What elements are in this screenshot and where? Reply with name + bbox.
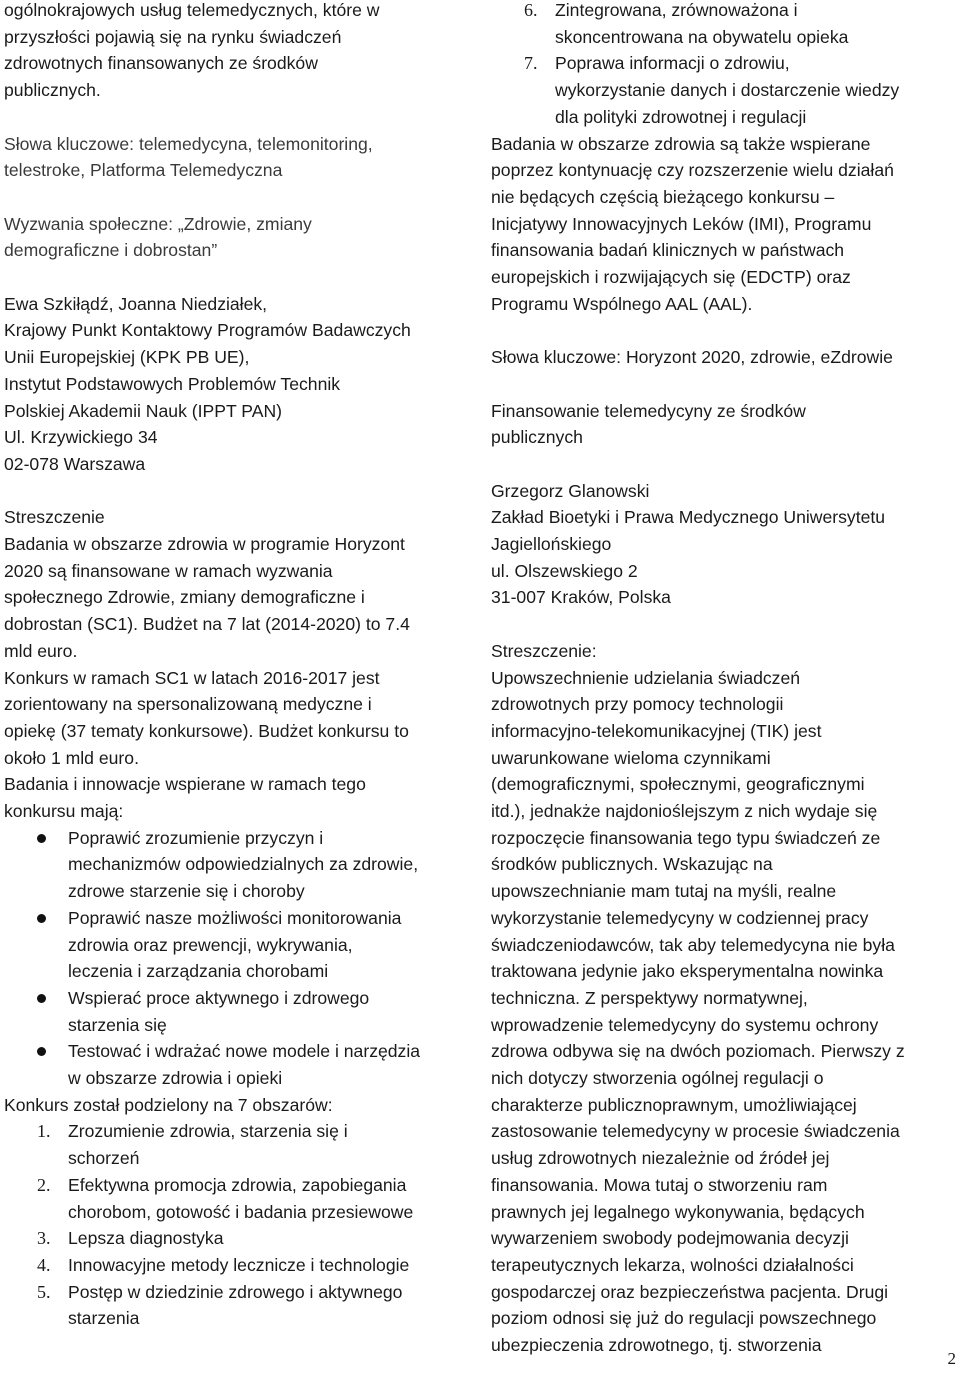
summary-line: społecznego Zdrowie, zmiany demograficzne i (4, 587, 365, 608)
bullet-line: Poprawić nasze możliwości monitorowania (68, 907, 402, 928)
intro-line: publicznych. (4, 80, 101, 101)
keywords-line: Słowa kluczowe: Horyzont 2020, zdrowie, eZdrowie (491, 347, 893, 368)
summary-line: terapeutycznych lekarza, wolności działalności (491, 1254, 854, 1275)
bullet-line: zdrowe starzenie się i choroby (68, 881, 305, 902)
article-title (491, 398, 960, 451)
bullet-line: starzenia się (68, 1014, 167, 1035)
summary-line: wprowadzenie telemedycyny do systemu ochrony (491, 1014, 879, 1035)
summary-line: informacyjno-telekomunikacyjnej (TIK) jest (491, 720, 822, 741)
author-line: Ul. Krzywickiego 34 (4, 427, 158, 448)
item-line: Zintegrowana, zrównoważona i (555, 0, 798, 20)
bullet-line: Testować i wdrażać nowe modele i narzędzia (68, 1041, 421, 1062)
summary-line: itd.), jednakże najdonioślejszym z nich wydaje się (491, 801, 878, 822)
author-line: 02-078 Warszawa (4, 453, 146, 474)
author-line: Instytut Podstawowych Problemów Technik (4, 373, 341, 394)
numbered-item (4, 1279, 472, 1332)
bullet-line: leczenia i zarządzania chorobami (68, 961, 329, 982)
item-number: 1. (37, 1121, 51, 1142)
item-line: skoncentrowana na obywatelu opieka (555, 26, 849, 47)
summary-line: upowszechnianie mam tutaj na myśli, realne (491, 881, 837, 902)
item-line: Postęp w dziedzinie zdrowego i aktywnego (68, 1281, 403, 1302)
numbered-item (4, 1118, 472, 1171)
item-line: dla polityki zdrowotnej i regulacji (555, 106, 807, 127)
numbered-item (491, 50, 960, 130)
summary-line: charakterze publicznoprawnym, umożliwiającej (491, 1094, 857, 1115)
intro-line: ogólnokrajowych usług telemedycznych, które w (4, 0, 380, 20)
bullet-line: w obszarze zdrowia i opieki (68, 1068, 283, 1089)
item-number: 3. (37, 1228, 51, 1249)
author-line: Grzegorz Glanowski (491, 480, 650, 501)
summary-line: konkursu mają: (4, 801, 124, 822)
author-line: Polskiej Akademii Nauk (IPPT PAN) (4, 400, 283, 421)
summary-line: finansowania. Mowa tutaj o stworzeniu ram (491, 1174, 828, 1195)
summary-heading: Streszczenie (4, 507, 105, 528)
summary-line: wykorzystanie telemedycyny w codziennej pracy (491, 907, 869, 928)
support-line: poprzez kontynuację czy rozszerzenie wielu działań (491, 160, 894, 181)
areas-intro: Konkurs został podzielony na 7 obszarów: (4, 1094, 333, 1115)
author-block (4, 291, 472, 478)
page-number: 2 (947, 1349, 956, 1369)
summary-paragraph (491, 665, 960, 1359)
summary-line: około 1 mld euro. (4, 747, 139, 768)
item-number: 4. (37, 1254, 51, 1275)
author-line: Zakład Bioetyki i Prawa Medycznego Uniwersytetu (491, 507, 886, 528)
keywords-line: telestroke, Platforma Telemedyczna (4, 160, 283, 181)
summary-line: wywarzeniem swobody podejmowania decyzji (491, 1228, 849, 1249)
summary-line: Upowszechnienie udzielania świadczeń (491, 667, 801, 688)
item-line: schorzeń (68, 1148, 140, 1169)
item-line: chorobom, gotowość i badania przesiewowe (68, 1201, 414, 1222)
summary-line: dobrostan (SC1). Budżet na 7 lat (2014-2020) to 7.4 (4, 614, 410, 635)
left-column (4, 0, 472, 1332)
bullet-item (4, 1038, 472, 1091)
item-line: Innowacyjne metody lecznicze i technologie (68, 1254, 410, 1275)
right-column (491, 0, 960, 1359)
author-line: Krajowy Punkt Kontaktowy Programów Badawczych (4, 320, 411, 341)
item-line: Lepsza diagnostyka (68, 1228, 224, 1249)
bullet-line: Wspierać proce aktywnego i zdrowego (68, 987, 370, 1008)
summary-line: ubezpieczenia zdrowotnego, tj. stworzenia (491, 1335, 822, 1356)
areas-numbered-list (4, 1118, 472, 1332)
support-line: finansowania badań klinicznych w państwach (491, 240, 845, 261)
support-paragraph (491, 131, 960, 318)
bullet-item (4, 905, 472, 985)
challenge-line: demograficzne i dobrostan” (4, 240, 218, 261)
intro-line: przyszłości pojawią się na rynku świadczeń (4, 26, 342, 47)
intro-paragraph (4, 0, 472, 104)
summary-line: nich dotyczy stworzenia ogólnej regulacji o (491, 1068, 824, 1089)
summary-line: 2020 są finansowane w ramach wyzwania (4, 560, 333, 581)
summary-line: uwarunkowane wieloma czynnikami (491, 747, 771, 768)
summary-line: traktowana jedynie jako eksperymentalna nowinka (491, 961, 884, 982)
summary-line: zdrowa odbywa się na dwóch poziomach. Pierwszy z (491, 1041, 905, 1062)
bullet-item (4, 825, 472, 905)
item-line: starzenia (68, 1308, 140, 1329)
bullet-line: zdrowia oraz prewencji, wykrywania, (68, 934, 353, 955)
item-line: wykorzystanie danych i dostarczenie wiedzy (555, 80, 900, 101)
bullet-line: mechanizmów odpowiedzialnych za zdrowie, (68, 854, 419, 875)
summary-line: prawnych jej legalnego wykonywania, będących (491, 1201, 865, 1222)
summary-line: (demograficznymi, społecznymi, geograficznymi (491, 774, 865, 795)
summary-line: Badania i innowacje wspierane w ramach tego (4, 774, 366, 795)
author-block (491, 478, 960, 612)
author-line: 31-007 Kraków, Polska (491, 587, 671, 608)
title-line: Finansowanie telemedycyny ze środków (491, 400, 806, 421)
challenge-line: Wyzwania społeczne: „Zdrowie, zmiany (4, 213, 312, 234)
item-line: Zrozumienie zdrowia, starzenia się i (68, 1121, 348, 1142)
author-line: Ewa Szkiłądź, Joanna Niedziałek, (4, 293, 268, 314)
item-number: 7. (524, 53, 538, 74)
numbered-item (4, 1225, 472, 1252)
support-line: europejskich i rozwijających się (EDCTP) oraz (491, 267, 851, 288)
keywords-paragraph (4, 131, 472, 184)
author-line: Jagiellońskiego (491, 534, 612, 555)
numbered-item (4, 1252, 472, 1279)
summary-line: techniczna. Z perspektywy normatywnej, (491, 987, 808, 1008)
item-line: Poprawa informacji o zdrowiu, (555, 53, 790, 74)
areas-numbered-list-continued (491, 0, 960, 131)
support-line: nie będących częścią bieżącego konkursu – (491, 186, 835, 207)
summary-line: świadczeniodawców, tak aby telemedycyna nie była (491, 934, 895, 955)
summary-line: zorientowany na spersonalizowaną medyczne i (4, 694, 372, 715)
summary-paragraph (4, 531, 472, 825)
summary-line: Badania w obszarze zdrowia w programie Horyzont (4, 534, 405, 554)
goals-bullet-list (4, 825, 472, 1092)
bullet-item (4, 985, 472, 1038)
support-line: Programu Wspólnego AAL (AAL). (491, 293, 753, 314)
title-line: publicznych (491, 427, 583, 448)
intro-line: zdrowotnych finansowanych ze środków (4, 53, 318, 74)
numbered-item (4, 1172, 472, 1225)
summary-line: mld euro. (4, 640, 78, 661)
summary-heading: Streszczenie: (491, 640, 597, 661)
summary-line: rozpoczęcie finansowania tego typu świadczeń ze (491, 827, 881, 848)
author-line: ul. Olszewskiego 2 (491, 560, 638, 581)
summary-line: opiekę (37 tematy konkursowe). Budżet konkursu to (4, 720, 409, 741)
challenge-paragraph (4, 211, 472, 264)
keywords-line: Słowa kluczowe: telemedycyna, telemonitoring, (4, 133, 373, 154)
author-line: Unii Europejskiej (KPK PB UE), (4, 347, 250, 368)
item-number: 6. (524, 0, 538, 20)
support-line: Badania w obszarze zdrowia są także wspierane (491, 133, 871, 154)
summary-line: gospodarczej oraz bezpieczeństwa pacjenta. Drugi (491, 1281, 889, 1302)
support-line: Inicjatywy Innowacyjnych Leków (IMI), Programu (491, 213, 872, 234)
summary-line: środków publicznych. Wskazując na (491, 854, 773, 875)
summary-line: zastosowanie telemedycyny w procesie świadczenia (491, 1121, 900, 1142)
item-number: 2. (37, 1174, 51, 1195)
summary-line: Konkurs w ramach SC1 w latach 2016-2017 jest (4, 667, 380, 688)
numbered-item (491, 0, 960, 50)
bullet-line: Poprawić zrozumienie przyczyn i (68, 827, 324, 848)
summary-line: zdrowotnych przy pomocy technologii (491, 694, 784, 715)
summary-line: usług zdrowotnych niezależnie od źródeł jej (491, 1148, 830, 1169)
item-number: 5. (37, 1281, 51, 1302)
item-line: Efektywna promocja zdrowia, zapobiegania (68, 1174, 407, 1195)
summary-line: poziom odnosi się już do regulacji powszechnego (491, 1308, 877, 1329)
